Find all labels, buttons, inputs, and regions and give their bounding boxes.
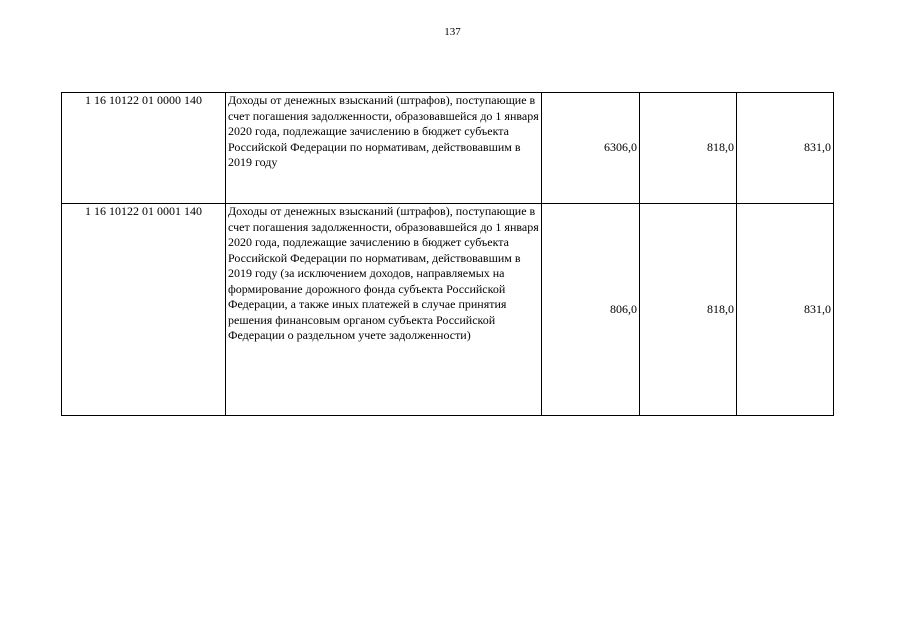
amount-cell-1: 6306,0 bbox=[542, 93, 640, 204]
table-row bbox=[62, 93, 834, 204]
page-number: 137 bbox=[444, 26, 461, 38]
budget-revenue-table bbox=[61, 92, 834, 416]
revenue-name-cell: Доходы от денежных взысканий (штрафов), поступающие в счет погашения задолженности, образовавшейся до 1 января 2020 года, подлежащие зачислению в бюджет субъекта Российской Федерации по нормативам, действовавшим в 2019 году (за исключением доходов, направляемых на формирование дорожного фонда субъекта Российской Федерации, а также иных платежей в случае принятия решения финансовым органом субъекта Российской Федерации о раздельном учете задолженности) bbox=[226, 204, 542, 416]
amount-cell-3: 831,0 bbox=[737, 93, 834, 204]
revenue-code-cell: 1 16 10122 01 0000 140 bbox=[62, 93, 226, 204]
amount-cell-2: 818,0 bbox=[640, 204, 737, 416]
amount-cell-2: 818,0 bbox=[640, 93, 737, 204]
table-row bbox=[62, 204, 834, 416]
amount-cell-3: 831,0 bbox=[737, 204, 834, 416]
revenue-name-cell: Доходы от денежных взысканий (штрафов), поступающие в счет погашения задолженности, образовавшейся до 1 января 2020 года, подлежащие зачислению в бюджет субъекта Российской Федерации по нормативам, действовавшим в 2019 году bbox=[226, 93, 542, 204]
revenue-code-cell: 1 16 10122 01 0001 140 bbox=[62, 204, 226, 416]
amount-cell-1: 806,0 bbox=[542, 204, 640, 416]
